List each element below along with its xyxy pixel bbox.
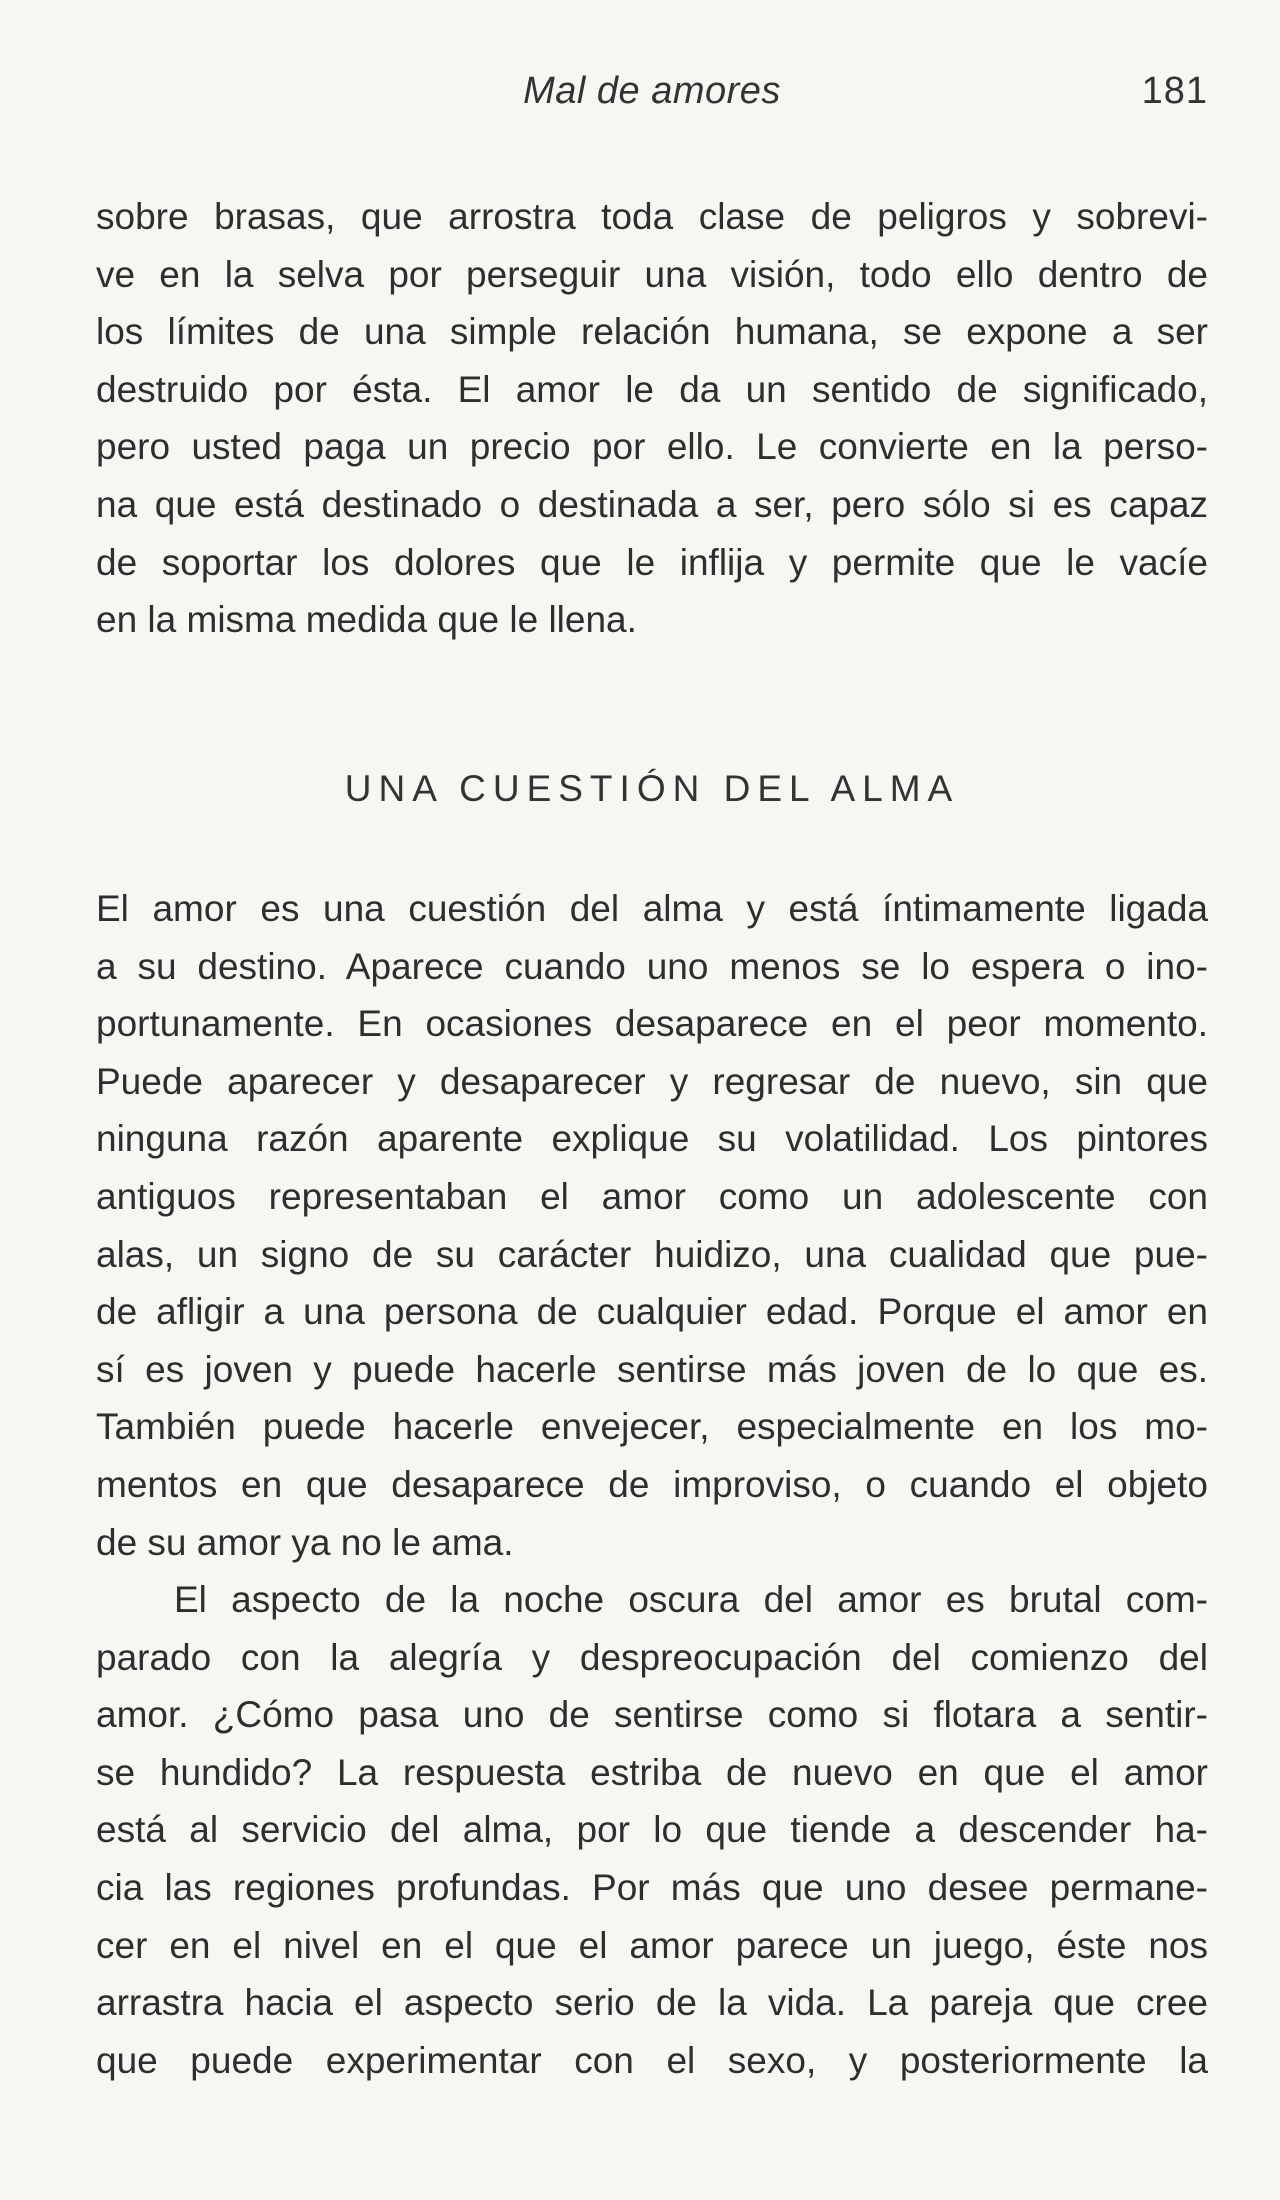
text-line: El aspecto de la noche oscura del amor es brutal com- (174, 1579, 1208, 1620)
text-line: Puede aparecer y desaparecer y regresar de nuevo, sin que (96, 1060, 1208, 1102)
text-line: destruido por ésta. El amor le da un sentido de significado, (96, 368, 1208, 410)
text-line: alas, un signo de su carácter huidizo, una cualidad que pue- (96, 1233, 1208, 1275)
text-line: de afligir a una persona de cualquier edad. Porque el amor en (96, 1291, 1208, 1333)
text-line: se hundido? La respuesta estriba de nuevo en que el amor (96, 1751, 1208, 1793)
running-title: Mal de amores (523, 70, 781, 112)
text-line: arrastra hacia el aspecto serio de la vida. La pareja que cree (96, 1982, 1208, 2024)
text-line: está al servicio del alma, por lo que tiende a descender ha- (96, 1809, 1208, 1851)
section-heading: UNA CUESTIÓN DEL ALMA (344, 768, 960, 809)
text-line: los límites de una simple relación humana, se expone a ser (96, 311, 1208, 353)
text-line: de soportar los dolores que le inflija y permite que le vacíe (96, 541, 1208, 583)
text-line: portunamente. En ocasiones desaparece en el peor momento. (96, 1003, 1208, 1045)
text-line: antiguos representaban el amor como un adolescente con (96, 1175, 1208, 1217)
text-line: amor. ¿Cómo pasa uno de sentirse como si flotara a sentir- (96, 1694, 1208, 1736)
text-line: que puede experimentar con el sexo, y posteriormente la (96, 2039, 1208, 2081)
text-line: de su amor ya no le ama. (96, 1521, 514, 1563)
paragraph-continuation (96, 188, 1208, 649)
text-line: ve en la selva por perseguir una visión, todo ello dentro de (96, 253, 1208, 295)
text-line: parado con la alegría y despreocupación del comienzo del (96, 1636, 1208, 1678)
text-line: También puede hacerle envejecer, especialmente en los mo- (96, 1406, 1208, 1448)
text-line: na que está destinado o destinada a ser, pero sólo si es capaz (96, 483, 1208, 525)
paragraph-intro (96, 880, 1208, 1571)
running-head (96, 70, 1208, 120)
text-line: sobre brasas, que arrostra toda clase de peligros y sobrevi- (96, 196, 1208, 237)
text-line: pero usted paga un precio por ello. Le convierte en la perso- (96, 426, 1208, 468)
page-number: 181 (1141, 70, 1208, 112)
paragraph-body (96, 1571, 1208, 2089)
text-line: sí es joven y puede hacerle sentirse más joven de lo que es. (96, 1348, 1208, 1390)
text-line: El amor es una cuestión del alma y está íntimamente ligada (96, 888, 1208, 929)
text-line: cia las regiones profundas. Por más que uno desee permane- (96, 1866, 1208, 1908)
text-line: en la misma medida que le llena. (96, 599, 637, 641)
text-line: a su destino. Aparece cuando uno menos se lo espera o ino- (96, 945, 1208, 987)
text-line: mentos en que desaparece de improviso, o cuando el objeto (96, 1463, 1208, 1505)
text-line: ninguna razón aparente explique su volatilidad. Los pintores (96, 1118, 1208, 1160)
text-line: cer en el nivel en el que el amor parece un juego, éste nos (96, 1924, 1208, 1966)
